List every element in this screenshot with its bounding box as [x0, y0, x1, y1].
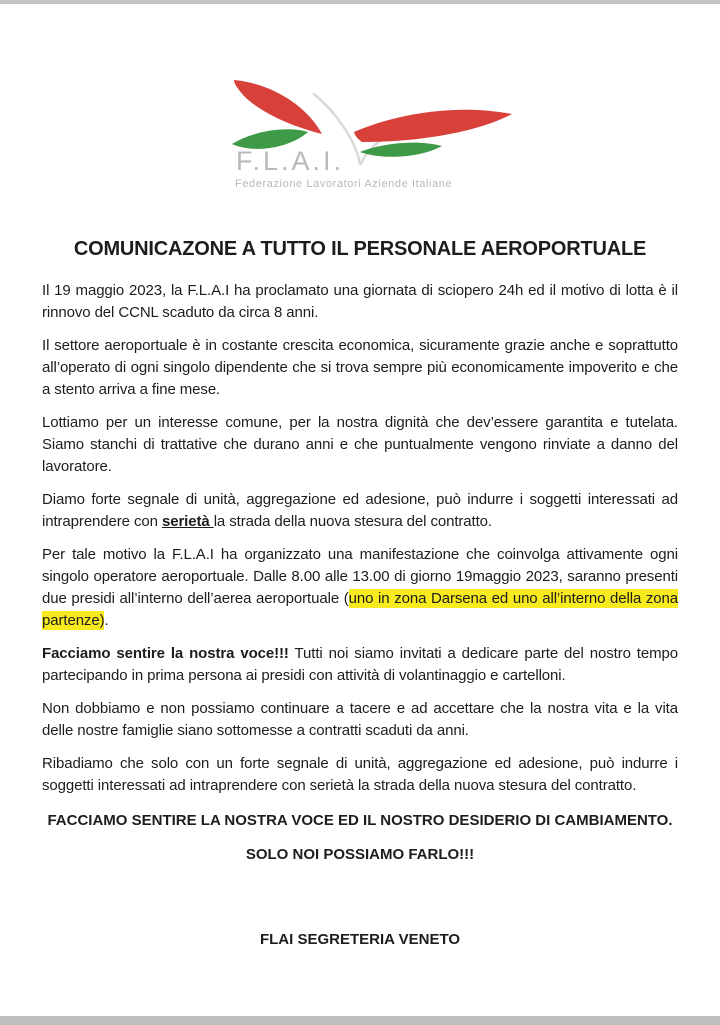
emphasis-text: serietà: [161, 513, 214, 530]
scan-edge-top: [0, 0, 720, 4]
emphasis-text: Facciamo sentire la nostra voce!!!: [42, 645, 289, 662]
paragraph: [42, 698, 678, 742]
text-run: Il settore aeroportuale è in costante crescita economica, sicuramente grazie anche e soprattutto all’operato di ogni singolo dipendente che si trova sempre più economicamente impoverito e che a stento arriva a fine mese.: [42, 337, 678, 398]
text-run: Ribadiamo che solo con un forte segnale di unità, aggregazione ed adesione, può indurre i soggetti interessati ad intraprendere con serietà la strada della nuova stesura del contratto.: [42, 755, 678, 794]
document-title: COMUNICAZONE A TUTTO IL PERSONALE AEROPORTUALE: [73, 238, 647, 260]
highlighted-text: uno in zona Darsena ed uno all’interno della zona partenze): [42, 590, 678, 629]
paragraph: [42, 280, 678, 324]
text-run: la strada della nuova stesura del contratto.: [213, 513, 492, 530]
document-body: [42, 280, 678, 797]
flai-logo: [220, 74, 520, 192]
paragraph: [42, 335, 678, 401]
text-run: Il 19 maggio 2023, la F.L.A.I ha proclamato una giornata di sciopero 24h ed il motivo di lotta è il rinnovo del CCNL scaduto da circa 8 anni.: [42, 282, 678, 321]
text-run: Non dobbiamo e non possiamo continuare a tacere e ad accettare che la nostra vita e la vita delle nostre famiglie siano sottomesse a contratti scaduti da anni.: [42, 700, 678, 739]
slogan-line-1: FACCIAMO SENTIRE LA NOSTRA VOCE ED IL NOSTRO DESIDERIO DI CAMBIAMENTO.: [47, 812, 673, 829]
paragraph: [42, 412, 678, 478]
paragraph: [42, 643, 678, 687]
flai-logo-acronym: F.L.A.I.: [236, 146, 345, 176]
paragraph: [42, 753, 678, 797]
text-run: Diamo forte segnale di unità, aggregazione ed adesione, può indurre i soggetti interessati ad intraprendere con: [42, 491, 678, 530]
text-run: Per tale motivo la F.L.A.I ha organizzato una manifestazione che coinvolga attivamente ogni singolo operatore aeroportuale. Dalle 8.00 alle 13.00 di giorno 19maggio 2023, saranno presenti due presidi all’interno dell’aerea aeroportuale (: [42, 546, 678, 607]
text-run: .: [104, 612, 109, 629]
flai-logo-subtitle: Federazione Lavoratori Aziende Italiane: [235, 178, 453, 190]
scan-edge-bottom: [0, 1016, 720, 1025]
paragraph: [42, 489, 678, 533]
slogan-line-2: SOLO NOI POSSIAMO FARLO!!!: [245, 846, 475, 863]
text-run: Tutti noi siamo invitati a dedicare parte del nostro tempo partecipando in prima persona ai presidi con attività di volantinaggio e cartelloni.: [42, 645, 678, 684]
paragraph: [42, 544, 678, 632]
text-run: Lottiamo per un interesse comune, per la nostra dignità che dev’essere garantita e tutelata. Siamo stanchi di trattative che durano anni e che puntualmente vengono rinviate a danno del lavoratore.: [42, 414, 678, 475]
signature: FLAI SEGRETERIA VENETO: [259, 931, 461, 948]
